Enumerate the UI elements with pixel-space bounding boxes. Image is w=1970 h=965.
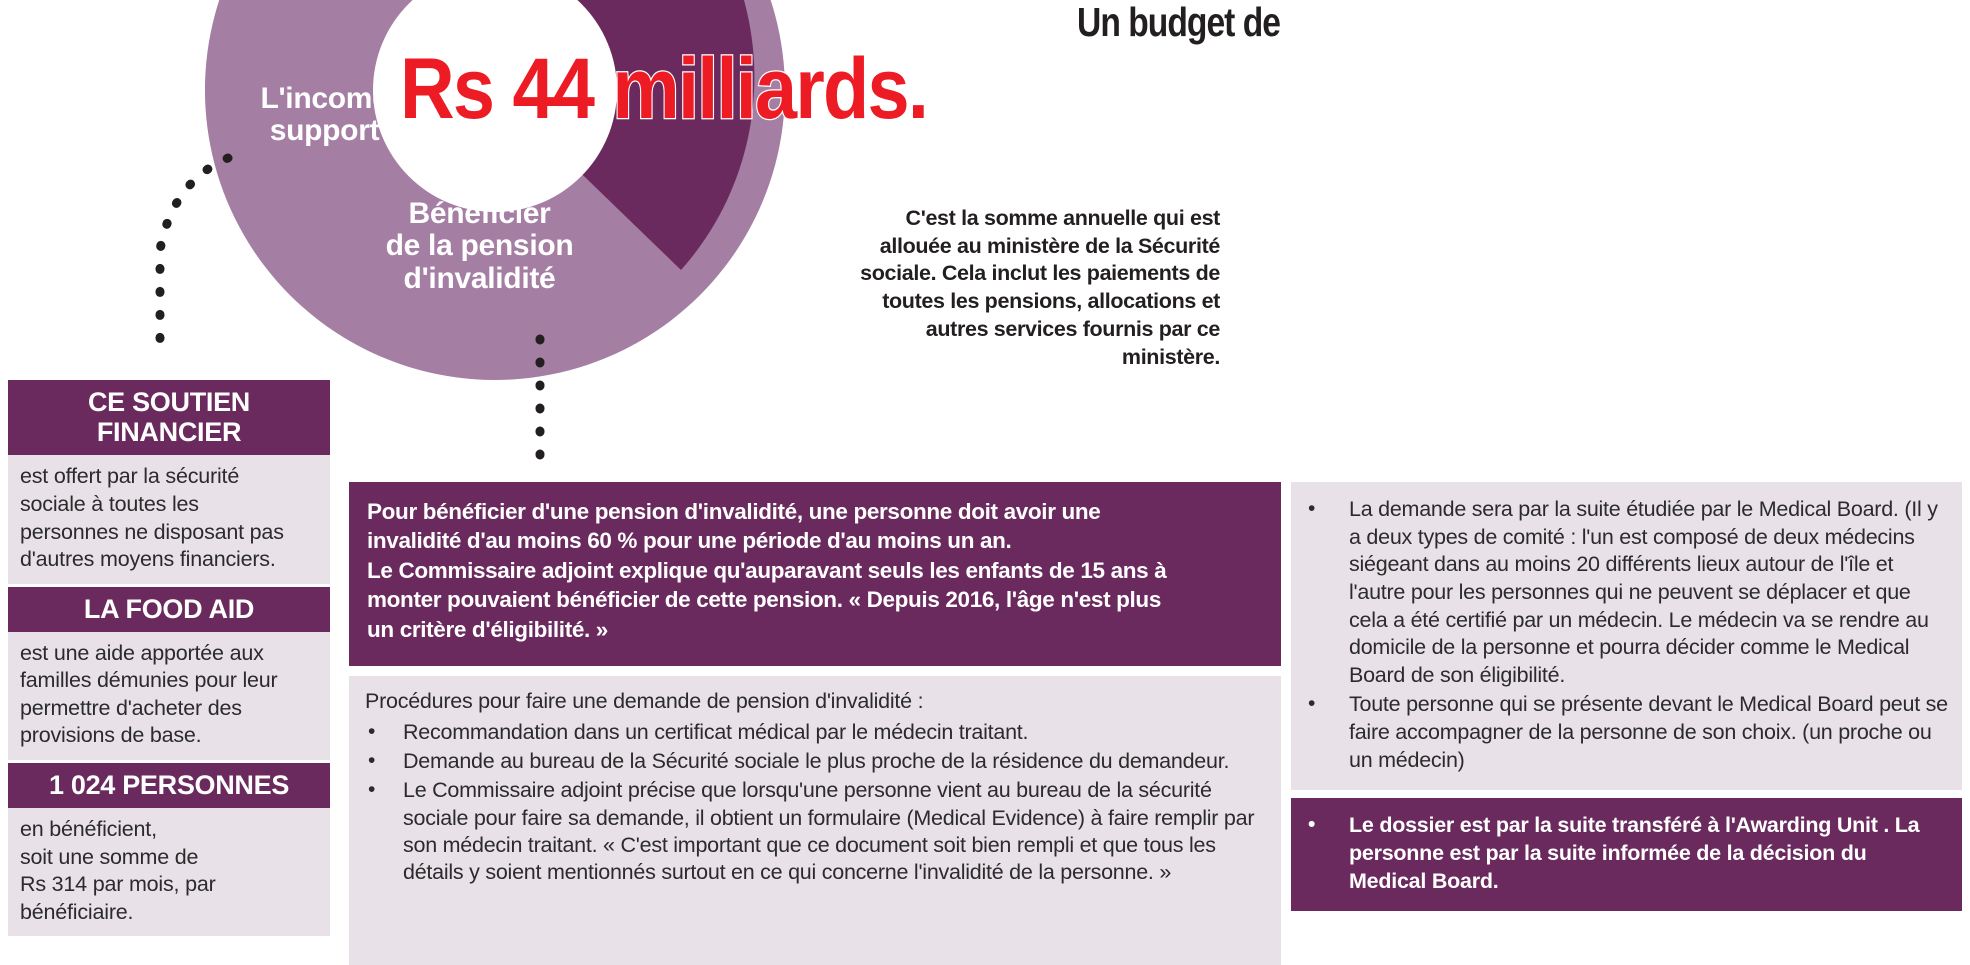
sidebar-body-line4: provisions de base. <box>20 723 202 748</box>
bullet-icon: • <box>368 778 376 802</box>
sidebar-heading-soutien-financier <box>8 380 330 455</box>
awarding-unit-panel <box>1291 798 1962 911</box>
procedures-panel <box>349 676 1281 965</box>
sidebar-body-line3: Rs 314 par mois, par <box>20 872 216 897</box>
eligibility-line5: un critère d'éligibilité. » <box>367 616 608 642</box>
sidebar-block-soutien-financier <box>8 380 330 584</box>
sidebar-stats <box>8 380 330 936</box>
eligibility-line3: Le Commissaire adjoint explique qu'auparavant seuls les enfants de 15 ans à <box>367 557 1167 583</box>
chart-label-income-line2: support <box>269 114 380 148</box>
sidebar-body-soutien-financier <box>8 455 330 583</box>
procedure-step-text: Recommandation dans un certificat médical par le médecin traitant. <box>403 719 1029 744</box>
sidebar-block-beneficiaires <box>8 763 330 936</box>
right-column <box>1291 482 1962 911</box>
budget-kicker-block <box>860 2 1280 43</box>
sidebar-heading-food-aid <box>8 587 330 632</box>
budget-headline-block <box>400 41 1300 137</box>
medical-board-step-text: La demande sera par la suite étudiée par le Medical Board. (Il y a deux types de comité : l'un est composé de deux médecins siégeant dans au moins 20 différents lieux autour de l'île et l'autre pour les personnes qui ne peuvent se déplacer et que cela a été certifié par un médecin. Le médecin va se rendre au domicile de la personne et pourra décider comme le Medical Board de son éligibilité. <box>1349 497 1938 687</box>
bullet-icon: • <box>1308 497 1316 520</box>
sidebar-body-line4: d'autres moyens financiers. <box>20 547 276 572</box>
eligibility-criteria-panel <box>349 482 1281 666</box>
budget-headline: Rs 44 milliards. <box>400 41 928 137</box>
sidebar-heading-beneficiaires <box>8 763 330 808</box>
list-item <box>365 719 1265 746</box>
sidebar-heading-line1: LA FOOD AID <box>83 593 255 624</box>
eligibility-line1: Pour bénéficier d'une pension d'invalidité, une personne doit avoir une <box>367 499 1101 524</box>
sidebar-body-beneficiaires <box>8 808 330 936</box>
chart-label-pension-line2: de la pension <box>385 229 574 263</box>
chart-label-pension-invalidite <box>347 198 612 295</box>
chart-label-pension-line1: Bénéficier <box>408 197 551 230</box>
sidebar-body-line4: bénéficiaire. <box>20 899 134 924</box>
sidebar-heading-line2: FINANCIER <box>96 417 242 448</box>
middle-column <box>349 482 1281 965</box>
medical-board-step-text: Toute personne qui se présente devant le Medical Board peut se faire accompagner de la personne de son choix. (un proche ou un médecin) <box>1349 692 1948 772</box>
sidebar-body-line2: familles démunies pour leur <box>20 668 278 693</box>
chart-label-pension-line3: d'invalidité <box>403 261 556 295</box>
budget-intro-paragraph: C'est la somme annuelle qui est allouée au ministère de la Sécurité sociale. Cela inclut les paiements de toutes les pensions, allocations et autres services fournis par ce ministère. <box>860 206 1220 369</box>
chart-label-income-line1: L'income <box>260 82 389 115</box>
sidebar-body-line3: permettre d'acheter des <box>20 695 242 720</box>
eligibility-line2: invalidité d'au moins 60 % pour une période d'au moins un an. <box>367 528 1012 554</box>
dotted-connector-left <box>100 100 350 350</box>
sidebar-heading-line1: CE SOUTIEN <box>87 387 251 417</box>
budget-kicker: Un budget de <box>1077 0 1280 45</box>
sidebar-block-food-aid <box>8 587 330 760</box>
sidebar-body-line2: soit une somme de <box>20 844 199 869</box>
procedure-step-text: Demande au bureau de la Sécurité sociale le plus proche de la résidence du demandeur. <box>403 748 1230 773</box>
sidebar-heading-line1: 1 024 PERSONNES <box>48 769 290 800</box>
list-item <box>1305 691 1948 774</box>
procedure-step-text: Le Commissaire adjoint précise que lorsqu'une personne vient au bureau de la sécurité sociale pour faire sa demande, il obtient un formulaire (Medical Evidence) à faire remplir par son médecin traitant. « C'est important que ce document soit bien rempli et que tous les détails y soient mentionnés surtout en ce qui concerne l'invalidité de la personne. » <box>403 778 1255 885</box>
list-item <box>1305 496 1948 689</box>
list-item <box>1305 812 1948 895</box>
bullet-icon: • <box>368 719 376 743</box>
sidebar-body-line3: personnes ne disposant pas <box>20 519 284 544</box>
dotted-connector-down <box>500 335 580 465</box>
procedures-title: Procédures pour faire une demande de pension d'invalidité : <box>365 689 924 714</box>
awarding-unit-text: Le dossier est par la suite transféré à l'Awarding Unit . La personne est par la suite informée de la décision du Medical Board. <box>1349 813 1920 893</box>
sidebar-body-line1: est une aide apportée aux <box>20 640 264 665</box>
eligibility-line4: monter pouvaient bénéficier de cette pension. « Depuis 2016, l'âge n'est plus <box>367 587 1161 613</box>
sidebar-body-food-aid <box>8 632 330 760</box>
bullet-icon: • <box>1308 813 1316 837</box>
bullet-icon: • <box>1308 692 1316 716</box>
list-item <box>365 748 1265 775</box>
sidebar-body-line1: est offert par la sécurité <box>20 464 240 489</box>
sidebar-body-line2: sociale à toutes les <box>20 491 199 516</box>
bullet-icon: • <box>368 748 376 772</box>
list-item <box>365 777 1265 886</box>
sidebar-body-line1: en bénéficient, <box>20 817 157 842</box>
medical-board-panel <box>1291 482 1962 790</box>
